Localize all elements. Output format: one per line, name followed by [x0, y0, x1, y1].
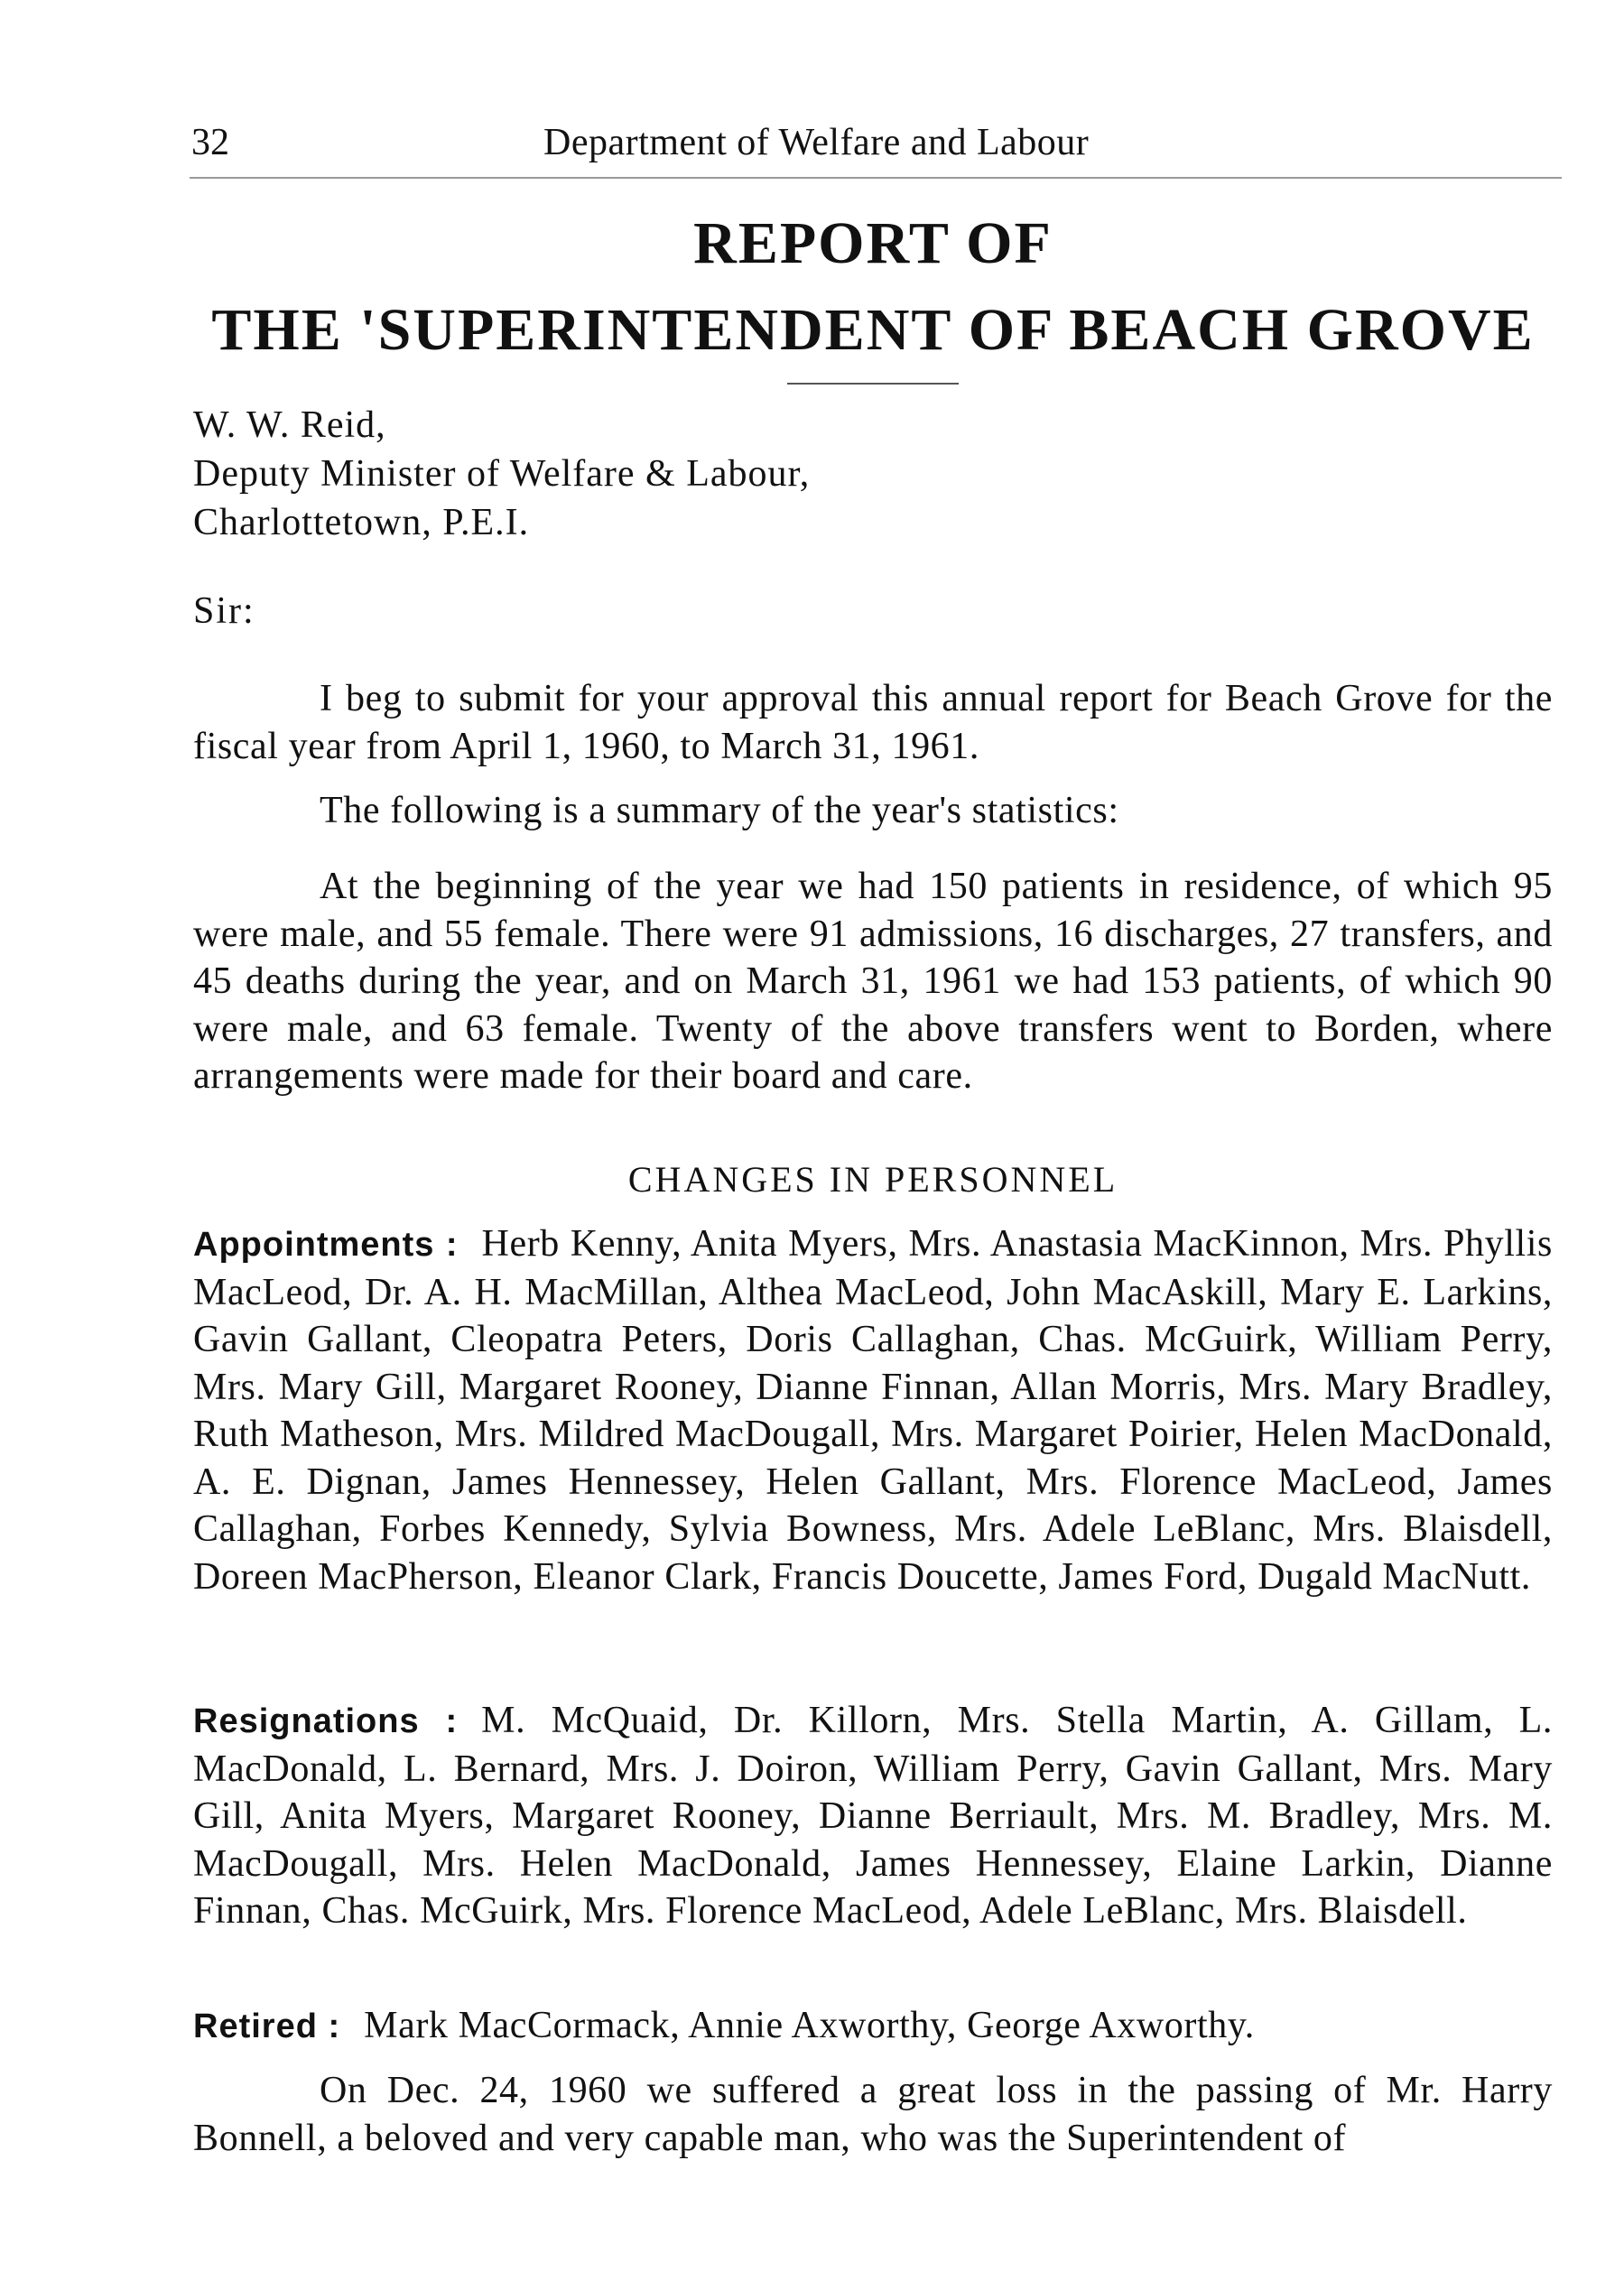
- resignations-label: Resignations :: [193, 1702, 459, 1740]
- address-block: [193, 401, 810, 547]
- closing-paragraph: On Dec. 24, 1960 we suffered a great loss in the passing of Mr. Harry Bonnell, a beloved and very capable man, who was the Superintendent of: [193, 2070, 1553, 2159]
- running-title: Department of Welfare and Labour: [543, 122, 1090, 163]
- addressee-place: Charlottetown, P.E.I.: [193, 502, 530, 543]
- addressee-position: Deputy Minister of Welfare & Labour,: [193, 453, 811, 495]
- appointments-paragraph: [193, 1220, 1553, 1600]
- header-rule: [190, 177, 1562, 179]
- title-rule: [787, 383, 959, 385]
- report-title: [191, 200, 1554, 374]
- intro-paragraph: I beg to submit for your approval this annual report for Beach Grove for the fiscal year from April 1, 1960, to March 31, 1961.: [193, 678, 1553, 767]
- page-number: 32: [191, 122, 229, 163]
- appointments-label: Appointments :: [193, 1226, 459, 1264]
- resignations-text: M. McQuaid, Dr. Killorn, Mrs. Stella Martin, A. Gillam, L. MacDonald, L. Bernard, Mrs. J. Doiron, William Perry, Gavin Gallant, Mrs. Mary Gill, Anita Myers, Margaret Rooney, Dianne Berriault, Mrs. M. Bradley, Mrs. M. MacDougall, Mrs. Helen MacDonald, James Hennessey, Elaine Larkin, Dianne Finnan, Chas. McGuirk, Mrs. Florence MacLeod, Adele LeBlanc, Mrs. Blaisdell.: [193, 1700, 1553, 1932]
- retired-paragraph: [193, 2002, 1553, 2051]
- report-title-line-2: THE 'SUPERINTENDENT OF BEACH GROVE: [211, 297, 1535, 363]
- statistics-paragraph: At the beginning of the year we had 150 patients in residence, of which 95 were male, and 55 female. There were 91 admissions, 16 discharges, 27 transfers, and 45 deaths during the year, and on March 31, 1961 we had 153 patients, of which 90 were male, and 63 female. Twenty of the above transfers went to Borden, where arrangements were made for their board and care.: [193, 866, 1553, 1097]
- retired-label: Retired :: [193, 2007, 341, 2045]
- retired-text: Mark MacCormack, Annie Axworthy, George Axworthy.: [364, 2005, 1255, 2046]
- report-title-line-1: REPORT OF: [693, 210, 1053, 276]
- personnel-heading: CHANGES IN PERSONNEL: [627, 1159, 1118, 1200]
- appointments-text: Herb Kenny, Anita Myers, Mrs. Anastasia MacKinnon, Mrs. Phyllis MacLeod, Dr. A. H. MacMillan, Althea MacLeod, John MacAskill, Mary E. Larkins, Gavin Gallant, Cleopatra Peters, Doris Callaghan, Chas. McGuirk, William Perry, Mrs. Mary Gill, Margaret Rooney, Dianne Finnan, Allan Morris, Mrs. Mary Bradley, Ruth Matheson, Mrs. Mildred MacDougall, Mrs. Margaret Poirier, Helen MacDonald, A. E. Dignan, James Hennessey, Helen Gallant, Mrs. Florence MacLeod, James Callaghan, Forbes Kennedy, Sylvia Bowness, Mrs. Adele LeBlanc, Mrs. Blaisdell, Doreen MacPherson, Eleanor Clark, Francis Doucette, James Ford, Dugald MacNutt.: [193, 1223, 1553, 1598]
- salutation: Sir:: [193, 590, 255, 632]
- resignations-paragraph: [193, 1697, 1553, 1935]
- addressee-name: W. W. Reid,: [193, 404, 386, 446]
- running-head: [191, 117, 1554, 168]
- summary-lead-paragraph: The following is a summary of the year's statistics:: [320, 790, 1119, 831]
